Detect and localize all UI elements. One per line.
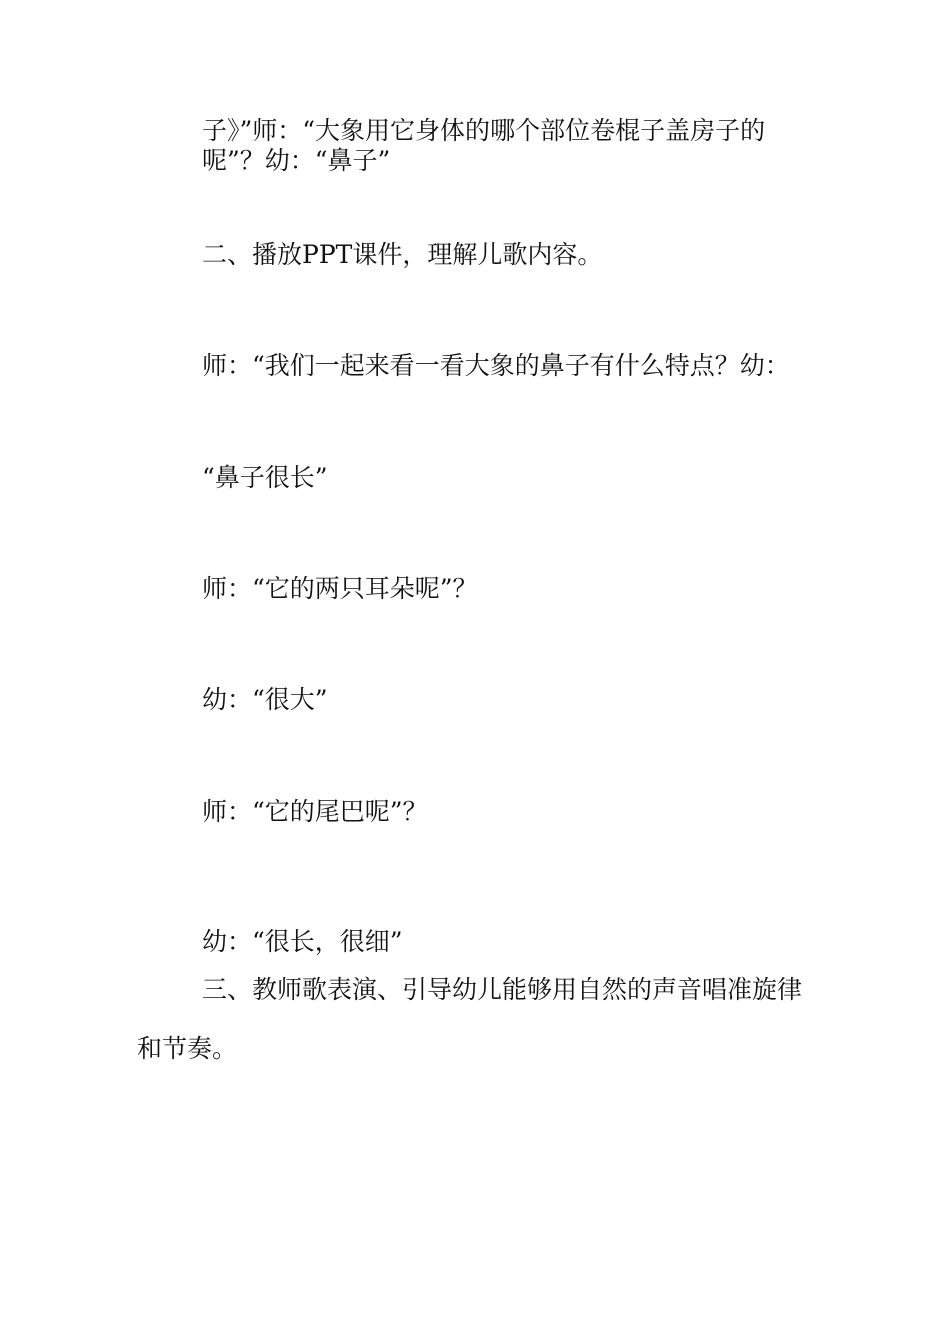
dialogue-line-child-2: 幼：“很大”	[202, 685, 328, 714]
dialogue-line-child-3: 幼：“很长，很细”	[202, 927, 403, 956]
section-heading-3-continuation: 和节奏。	[137, 1034, 238, 1063]
dialogue-line-child-1: “鼻子很长”	[202, 463, 328, 492]
dialogue-line-teacher-2: 师：“它的两只耳朵呢”？	[202, 574, 478, 603]
section-heading-2: 二、播放PPT课件，理解儿歌内容。	[202, 240, 603, 269]
dialogue-line-teacher-3: 师：“它的尾巴呢”？	[202, 797, 428, 826]
paragraph-line-2: 呢”？幼：“鼻子”	[202, 146, 391, 175]
section-heading-3: 三、教师歌表演、引导幼儿能够用自然的声音唱准旋律	[202, 975, 803, 1004]
paragraph-line-1: 子》”师：“大象用它身体的哪个部位卷棍子盖房子的	[202, 116, 766, 145]
dialogue-line-teacher-1: 师：“我们一起来看一看大象的鼻子有什么特点？幼：	[202, 351, 790, 380]
